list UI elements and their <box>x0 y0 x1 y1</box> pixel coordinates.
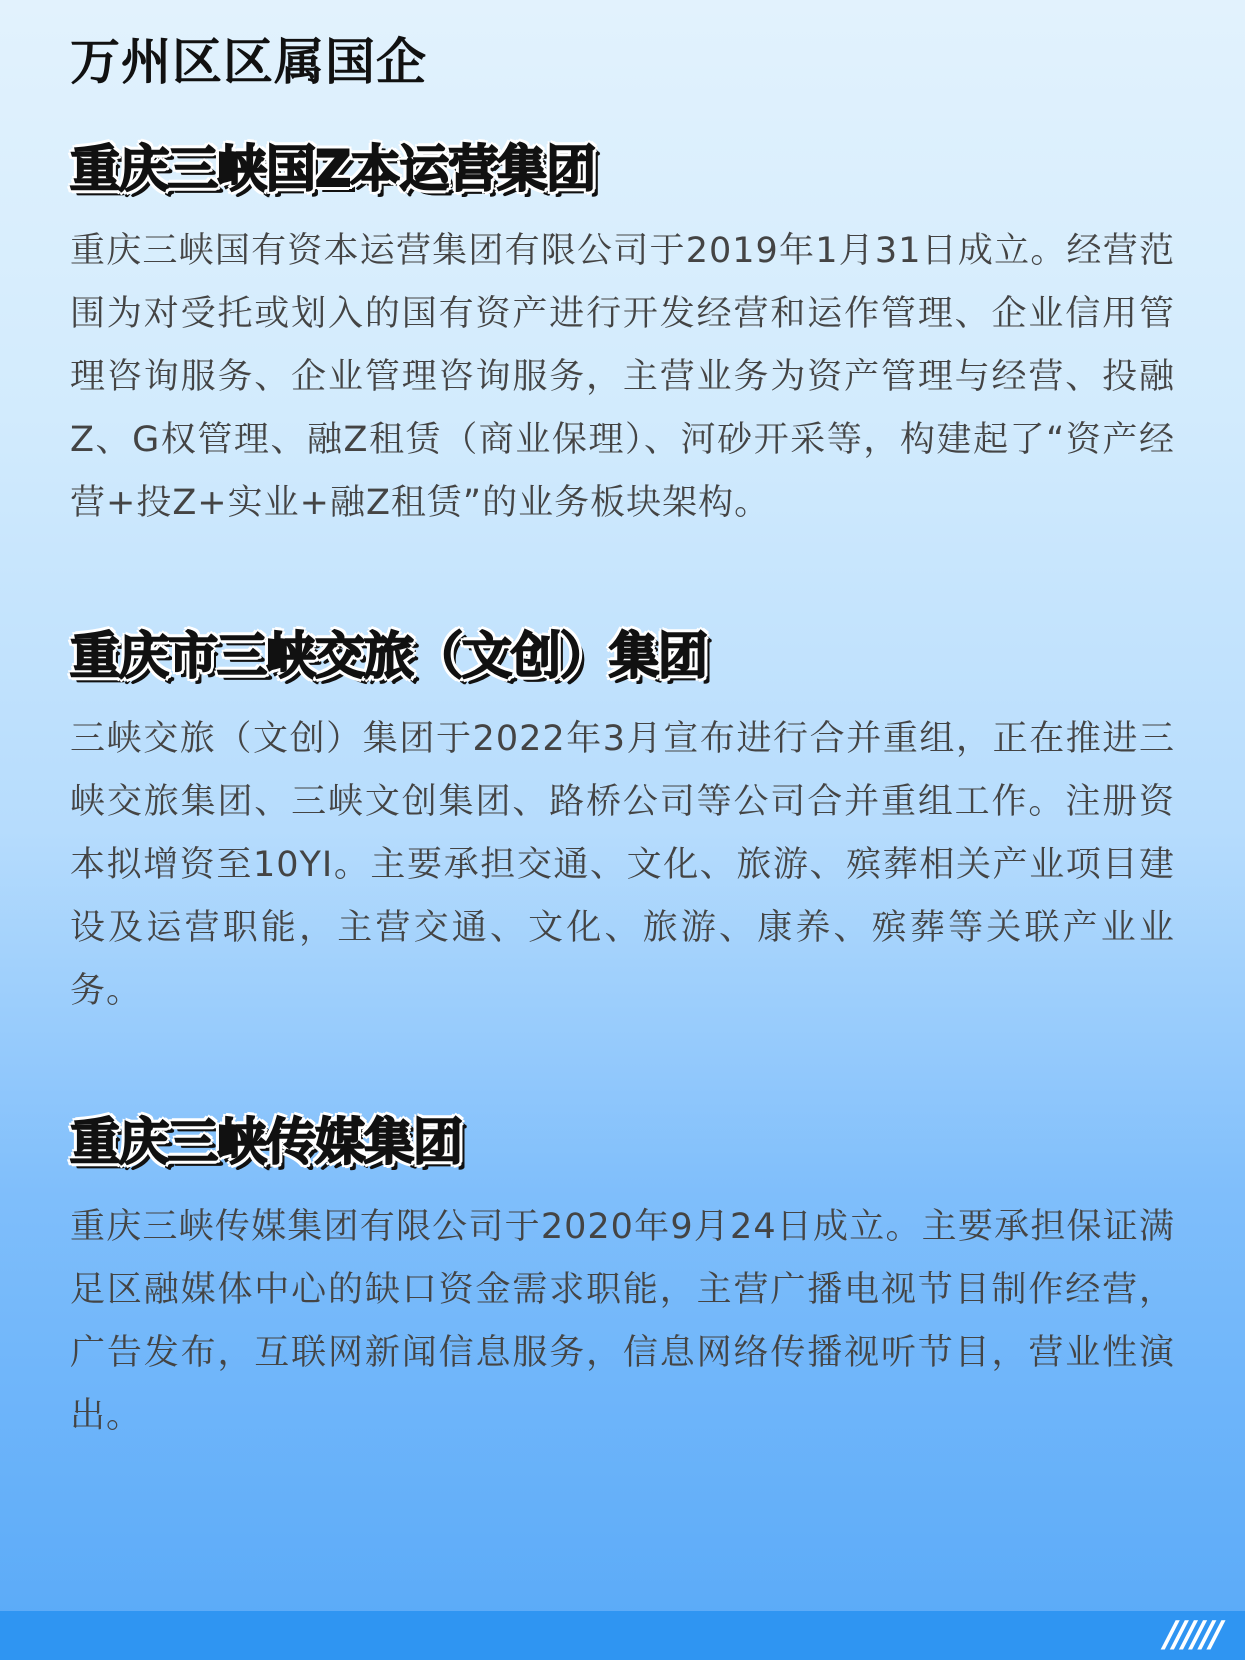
section-body-capital-operation: 重庆三峡国有资本运营集团有限公司于2019年1月31日成立。经营范围为对受托或划入的国有资产进行开发经营和运作管理、企业信用管理咨询服务、企业管理咨询服务，主营业务为资产管理与经营、投融Z、G权管理、融Z租赁（商业保理）、河砂开采等，构建起了“资产经营+投Z+实业+融Z租赁”的业务板块架构。 <box>70 231 1175 523</box>
page-title: 万州区区属国企 <box>70 33 427 91</box>
section-heading-capital-operation: 重庆三峡国Z本运营集团 <box>70 140 596 198</box>
section-heading-culture-travel: 重庆市三峡交旅（文创）集团 <box>70 627 707 685</box>
footer-bar <box>0 1611 1245 1660</box>
section-heading-media: 重庆三峡传媒集团 <box>70 1113 462 1171</box>
section-body-culture-travel: 三峡交旅（文创）集团于2022年3月宣布进行合并重组，正在推进三峡交旅集团、三峡文创集团、路桥公司等公司合并重组工作。注册资本拟增资至10YI。主要承担交通、文化、旅游、殡葬相关产业项目建设及运营职能，主营交通、文化、旅游、康养、殡葬等关联产业业务。 <box>70 719 1175 1011</box>
slash-decoration-icon: ////// <box>1164 1614 1219 1655</box>
section-body-media: 重庆三峡传媒集团有限公司于2020年9月24日成立。主要承担保证满足区融媒体中心的缺口资金需求职能，主营广播电视节目制作经营，广告发布，互联网新闻信息服务，信息网络传播视听节目，营业性演出。 <box>70 1207 1175 1436</box>
